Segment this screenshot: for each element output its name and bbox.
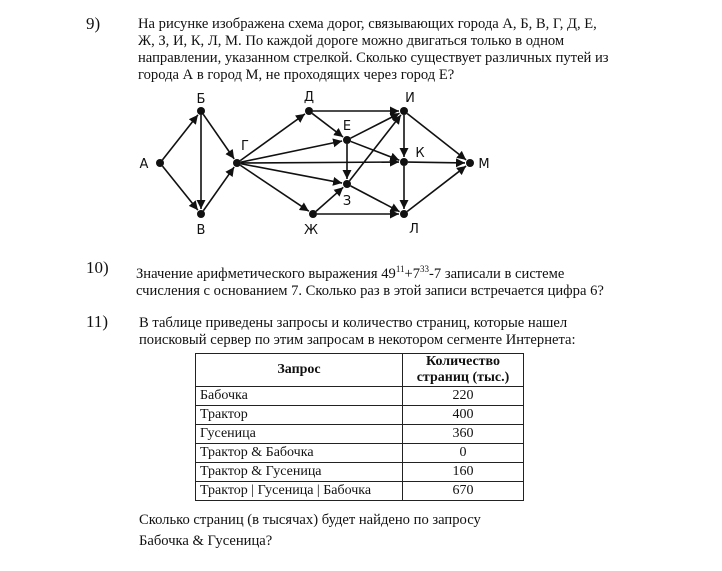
road-edge-D-E bbox=[312, 113, 343, 137]
table-row bbox=[196, 463, 524, 482]
city-node-Zh bbox=[309, 210, 317, 218]
city-node-K bbox=[400, 158, 408, 166]
table-row bbox=[196, 482, 524, 501]
city-label-M: М bbox=[478, 157, 490, 172]
city-node-D bbox=[305, 107, 313, 115]
road-edge-E-K bbox=[351, 141, 400, 160]
table-row bbox=[196, 387, 524, 406]
city-label-A: А bbox=[139, 157, 149, 172]
header-count bbox=[403, 354, 524, 387]
road-edge-G-K bbox=[241, 162, 399, 163]
city-label-Zh: Ж bbox=[303, 223, 319, 238]
question-11-text bbox=[139, 315, 576, 349]
header-count-line-2: страниц (тыс.) bbox=[416, 370, 510, 385]
city-label-V: В bbox=[196, 223, 206, 238]
city-node-Z bbox=[343, 180, 351, 188]
count-cell: 0 bbox=[403, 444, 524, 463]
question-9-line: направлении, указанном стрелкой. Сколько существует различных путей из bbox=[138, 50, 609, 66]
question-11-line: поисковый сервер по этим запросам в некотором сегменте Интернета: bbox=[139, 332, 576, 348]
city-node-B bbox=[197, 107, 205, 115]
city-node-E bbox=[343, 136, 351, 144]
question-11-prompt-line: Сколько страниц (в тысячах) будет найдено по запросу bbox=[139, 512, 481, 528]
city-node-A bbox=[156, 159, 164, 167]
road-edge-V-G bbox=[203, 167, 234, 211]
city-label-D: Д bbox=[303, 90, 315, 105]
table-row bbox=[196, 425, 524, 444]
query-cell: Трактор & Бабочка bbox=[196, 444, 403, 463]
table-row bbox=[196, 406, 524, 425]
question-9-number: 9) bbox=[86, 14, 101, 33]
city-label-K: К bbox=[415, 146, 425, 161]
city-node-V bbox=[197, 210, 205, 218]
question-11-number: 11) bbox=[86, 312, 109, 331]
city-label-I: И bbox=[405, 91, 415, 106]
city-node-L bbox=[400, 210, 408, 218]
city-node-G bbox=[233, 159, 241, 167]
query-cell: Трактор | Гусеница | Бабочка bbox=[196, 482, 403, 501]
question-10-number: 10) bbox=[86, 258, 109, 277]
query-cell: Трактор & Гусеница bbox=[196, 463, 403, 482]
question-11-prompt-line: Бабочка & Гусеница? bbox=[139, 533, 273, 549]
road-edge-G-D bbox=[240, 114, 305, 161]
road-edge-K-M bbox=[408, 162, 465, 163]
table-header-row bbox=[196, 354, 524, 387]
city-label-Z: З bbox=[342, 194, 352, 209]
road-edge-Z-L bbox=[351, 186, 400, 212]
query-table bbox=[195, 353, 524, 501]
query-cell: Бабочка bbox=[196, 387, 403, 406]
city-node-M bbox=[466, 159, 474, 167]
count-cell: 220 bbox=[403, 387, 524, 406]
road-edge-G-Z bbox=[241, 164, 342, 183]
city-label-E: Е bbox=[342, 119, 352, 134]
count-cell: 360 bbox=[403, 425, 524, 444]
question-10-text bbox=[136, 261, 604, 300]
road-edge-L-M bbox=[407, 166, 466, 211]
city-label-B: Б bbox=[196, 92, 206, 107]
query-cell: Гусеница bbox=[196, 425, 403, 444]
city-label-L: Л bbox=[409, 222, 419, 237]
city-label-G: Г bbox=[241, 139, 249, 154]
road-edge-Zh-Z bbox=[316, 187, 343, 211]
count-cell: 160 bbox=[403, 463, 524, 482]
question-11-line: В таблице приведены запросы и количество страниц, которые нашел bbox=[139, 315, 568, 331]
count-cell: 400 bbox=[403, 406, 524, 425]
query-cell: Трактор bbox=[196, 406, 403, 425]
road-edge-B-G bbox=[203, 114, 234, 159]
road-edge-G-E bbox=[241, 141, 342, 162]
question-10-line-2: счисления с основанием 7. Сколько раз в этой записи встречается цифра 6? bbox=[136, 282, 604, 299]
road-edge-A-V bbox=[163, 166, 198, 210]
road-edge-A-B bbox=[162, 115, 197, 160]
question-10-line-start: Значение арифметического выражения 49 bbox=[136, 265, 396, 282]
city-node-I bbox=[400, 107, 408, 115]
exponent-2: 33 bbox=[420, 264, 430, 274]
question-11-prompt bbox=[139, 510, 481, 552]
exponent-1: 11 bbox=[395, 264, 405, 274]
header-query: Запрос bbox=[196, 354, 403, 387]
plus-term: +7 bbox=[404, 265, 421, 282]
question-9-line: города А в город М, не проходящих через город Е? bbox=[138, 67, 455, 83]
road-edge-G-Zh bbox=[240, 165, 309, 211]
table-row bbox=[196, 444, 524, 463]
question-10-line-end: -7 записали в системе bbox=[429, 265, 565, 282]
count-cell: 670 bbox=[403, 482, 524, 501]
header-count-line-1: Количество bbox=[425, 354, 501, 369]
question-9-line: На рисунке изображена схема дорог, связывающих города А, Б, В, Г, Д, Е, bbox=[138, 16, 597, 32]
question-9-line: Ж, З, И, К, Л, М. По каждой дороге можно двигаться только в одном bbox=[138, 33, 565, 49]
